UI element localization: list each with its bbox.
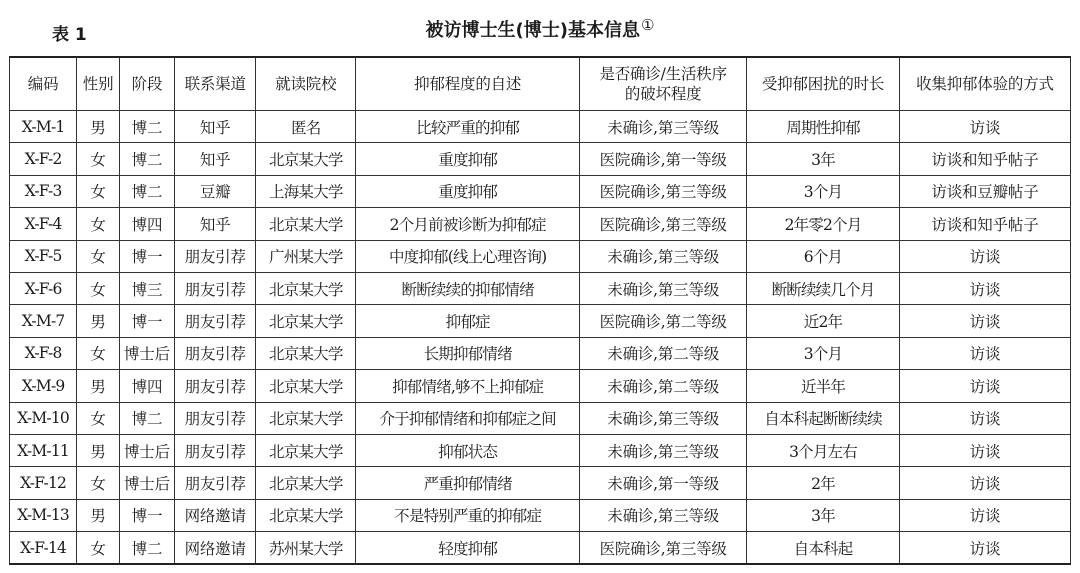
cell-code: X-F-3 (10, 175, 77, 207)
cell-diagnosis: 未确诊,第二等级 (580, 370, 747, 402)
table-row (10, 111, 1071, 143)
cell-school: 匿名 (256, 111, 356, 143)
cell-channel: 豆瓣 (174, 175, 255, 207)
cell-stage: 博二 (119, 111, 174, 143)
cell-diagnosis: 未确诊,第三等级 (580, 111, 747, 143)
cell-method: 访谈 (899, 402, 1070, 434)
cell-code: X-M-11 (10, 434, 77, 466)
cell-diagnosis: 医院确诊,第三等级 (580, 532, 747, 565)
cell-school: 苏州某大学 (256, 532, 356, 565)
cell-code: X-F-8 (10, 337, 77, 369)
cell-duration: 2年 (747, 467, 900, 499)
cell-duration: 3个月左右 (747, 434, 900, 466)
cell-duration: 近半年 (747, 370, 900, 402)
table-caption: 表 1 (52, 25, 87, 45)
cell-code: X-F-5 (10, 240, 77, 272)
cell-stage: 博一 (119, 240, 174, 272)
cell-gender: 女 (77, 532, 120, 565)
cell-gender: 女 (77, 272, 120, 304)
cell-diagnosis: 未确诊,第三等级 (580, 240, 747, 272)
cell-code: X-F-4 (10, 208, 77, 240)
cell-code: X-M-7 (10, 305, 77, 337)
table-row (10, 532, 1071, 565)
header-channel: 联系渠道 (174, 57, 255, 111)
cell-duration: 周期性抑郁 (747, 111, 900, 143)
cell-duration: 3个月 (747, 175, 900, 207)
table-row (10, 175, 1071, 207)
cell-duration: 3年 (747, 143, 900, 175)
cell-code: X-M-9 (10, 370, 77, 402)
cell-duration: 断断续续几个月 (747, 272, 900, 304)
header-school: 就读院校 (256, 57, 356, 111)
cell-method: 访谈和豆瓣帖子 (899, 175, 1070, 207)
cell-self-report: 中度抑郁(线上心理咨询) (356, 240, 580, 272)
table-row (10, 208, 1071, 240)
cell-school: 北京某大学 (256, 337, 356, 369)
header-method: 收集抑郁体验的方式 (899, 57, 1070, 111)
cell-school: 北京某大学 (256, 499, 356, 531)
cell-diagnosis: 未确诊,第三等级 (580, 402, 747, 434)
cell-code: X-F-6 (10, 272, 77, 304)
header-duration: 受抑郁困扰的时长 (747, 57, 900, 111)
cell-self-report: 抑郁情绪,够不上抑郁症 (356, 370, 580, 402)
cell-method: 访谈和知乎帖子 (899, 143, 1070, 175)
table-row (10, 240, 1071, 272)
cell-diagnosis: 未确诊,第二等级 (580, 337, 747, 369)
cell-duration: 2年零2个月 (747, 208, 900, 240)
table-row (10, 499, 1071, 531)
cell-channel: 知乎 (174, 111, 255, 143)
cell-duration: 自本科起断断续续 (747, 402, 900, 434)
table-row (10, 305, 1071, 337)
cell-school: 北京某大学 (256, 305, 356, 337)
cell-code: X-F-14 (10, 532, 77, 565)
cell-self-report: 抑郁状态 (356, 434, 580, 466)
footnote-mark: ① (641, 16, 655, 34)
cell-self-report: 重度抑郁 (356, 175, 580, 207)
cell-method: 访谈 (899, 532, 1070, 565)
table-row (10, 337, 1071, 369)
cell-diagnosis: 未确诊,第三等级 (580, 434, 747, 466)
header-stage: 阶段 (119, 57, 174, 111)
header-row (10, 57, 1071, 111)
cell-channel: 知乎 (174, 143, 255, 175)
cell-channel: 朋友引荐 (174, 272, 255, 304)
header-diagnosis-line2: 的破坏程度 (624, 85, 702, 103)
cell-diagnosis: 医院确诊,第三等级 (580, 208, 747, 240)
cell-gender: 男 (77, 305, 120, 337)
cell-self-report: 轻度抑郁 (356, 532, 580, 565)
cell-code: X-F-12 (10, 467, 77, 499)
cell-channel: 网络邀请 (174, 532, 255, 565)
cell-self-report: 长期抑郁情绪 (356, 337, 580, 369)
cell-self-report: 介于抑郁情绪和抑郁症之间 (356, 402, 580, 434)
table-row (10, 370, 1071, 402)
cell-channel: 朋友引荐 (174, 370, 255, 402)
cell-school: 北京某大学 (256, 434, 356, 466)
cell-gender: 男 (77, 434, 120, 466)
cell-gender: 女 (77, 175, 120, 207)
cell-code: X-M-10 (10, 402, 77, 434)
cell-gender: 女 (77, 240, 120, 272)
cell-gender: 女 (77, 208, 120, 240)
cell-code: X-F-2 (10, 143, 77, 175)
cell-channel: 朋友引荐 (174, 434, 255, 466)
cell-stage: 博二 (119, 175, 174, 207)
cell-school: 北京某大学 (256, 370, 356, 402)
cell-stage: 博士后 (119, 467, 174, 499)
cell-method: 访谈 (899, 111, 1070, 143)
cell-method: 访谈 (899, 337, 1070, 369)
cell-method: 访谈 (899, 305, 1070, 337)
table-title-text: 被访博士生(博士)基本信息 (425, 20, 640, 41)
cell-self-report: 断断续续的抑郁情绪 (356, 272, 580, 304)
cell-school: 上海某大学 (256, 175, 356, 207)
cell-self-report: 抑郁症 (356, 305, 580, 337)
cell-diagnosis: 医院确诊,第一等级 (580, 143, 747, 175)
cell-gender: 男 (77, 370, 120, 402)
cell-school: 北京某大学 (256, 143, 356, 175)
cell-method: 访谈 (899, 272, 1070, 304)
cell-school: 北京某大学 (256, 467, 356, 499)
cell-stage: 博四 (119, 208, 174, 240)
table-row (10, 272, 1071, 304)
cell-channel: 朋友引荐 (174, 467, 255, 499)
cell-school: 广州某大学 (256, 240, 356, 272)
cell-gender: 女 (77, 143, 120, 175)
cell-channel: 知乎 (174, 208, 255, 240)
header-diagnosis (580, 57, 747, 111)
cell-gender: 女 (77, 402, 120, 434)
respondent-info-table (9, 56, 1071, 565)
table-title (0, 16, 1080, 42)
table-row (10, 434, 1071, 466)
header-code: 编码 (10, 57, 77, 111)
cell-duration: 3个月 (747, 337, 900, 369)
cell-school: 北京某大学 (256, 272, 356, 304)
cell-stage: 博四 (119, 370, 174, 402)
cell-duration: 3年 (747, 499, 900, 531)
cell-stage: 博一 (119, 499, 174, 531)
cell-school: 北京某大学 (256, 208, 356, 240)
cell-diagnosis: 未确诊,第一等级 (580, 467, 747, 499)
cell-method: 访谈 (899, 499, 1070, 531)
table-row (10, 467, 1071, 499)
cell-stage: 博二 (119, 532, 174, 565)
cell-self-report: 比较严重的抑郁 (356, 111, 580, 143)
cell-self-report: 不是特别严重的抑郁症 (356, 499, 580, 531)
cell-gender: 女 (77, 337, 120, 369)
table-row (10, 402, 1071, 434)
cell-code: X-M-13 (10, 499, 77, 531)
cell-self-report: 重度抑郁 (356, 143, 580, 175)
cell-method: 访谈 (899, 240, 1070, 272)
cell-stage: 博二 (119, 143, 174, 175)
cell-method: 访谈 (899, 370, 1070, 402)
cell-school: 北京某大学 (256, 402, 356, 434)
cell-method: 访谈 (899, 467, 1070, 499)
header-gender: 性别 (77, 57, 120, 111)
cell-method: 访谈 (899, 434, 1070, 466)
cell-channel: 朋友引荐 (174, 305, 255, 337)
cell-duration: 自本科起 (747, 532, 900, 565)
header-diagnosis-line1: 是否确诊/生活秩序 (599, 65, 727, 83)
cell-method: 访谈和知乎帖子 (899, 208, 1070, 240)
cell-stage: 博二 (119, 402, 174, 434)
cell-diagnosis: 未确诊,第三等级 (580, 499, 747, 531)
cell-channel: 朋友引荐 (174, 402, 255, 434)
cell-diagnosis: 未确诊,第三等级 (580, 272, 747, 304)
cell-stage: 博士后 (119, 434, 174, 466)
header-self-report: 抑郁程度的自述 (356, 57, 580, 111)
cell-gender: 男 (77, 499, 120, 531)
cell-self-report: 严重抑郁情绪 (356, 467, 580, 499)
cell-diagnosis: 医院确诊,第二等级 (580, 305, 747, 337)
cell-diagnosis: 医院确诊,第三等级 (580, 175, 747, 207)
cell-duration: 6个月 (747, 240, 900, 272)
cell-duration: 近2年 (747, 305, 900, 337)
table-row (10, 143, 1071, 175)
cell-channel: 朋友引荐 (174, 240, 255, 272)
cell-stage: 博士后 (119, 337, 174, 369)
cell-gender: 女 (77, 467, 120, 499)
cell-stage: 博三 (119, 272, 174, 304)
cell-gender: 男 (77, 111, 120, 143)
cell-stage: 博一 (119, 305, 174, 337)
cell-code: X-M-1 (10, 111, 77, 143)
cell-channel: 朋友引荐 (174, 337, 255, 369)
cell-self-report: 2个月前被诊断为抑郁症 (356, 208, 580, 240)
cell-channel: 网络邀请 (174, 499, 255, 531)
